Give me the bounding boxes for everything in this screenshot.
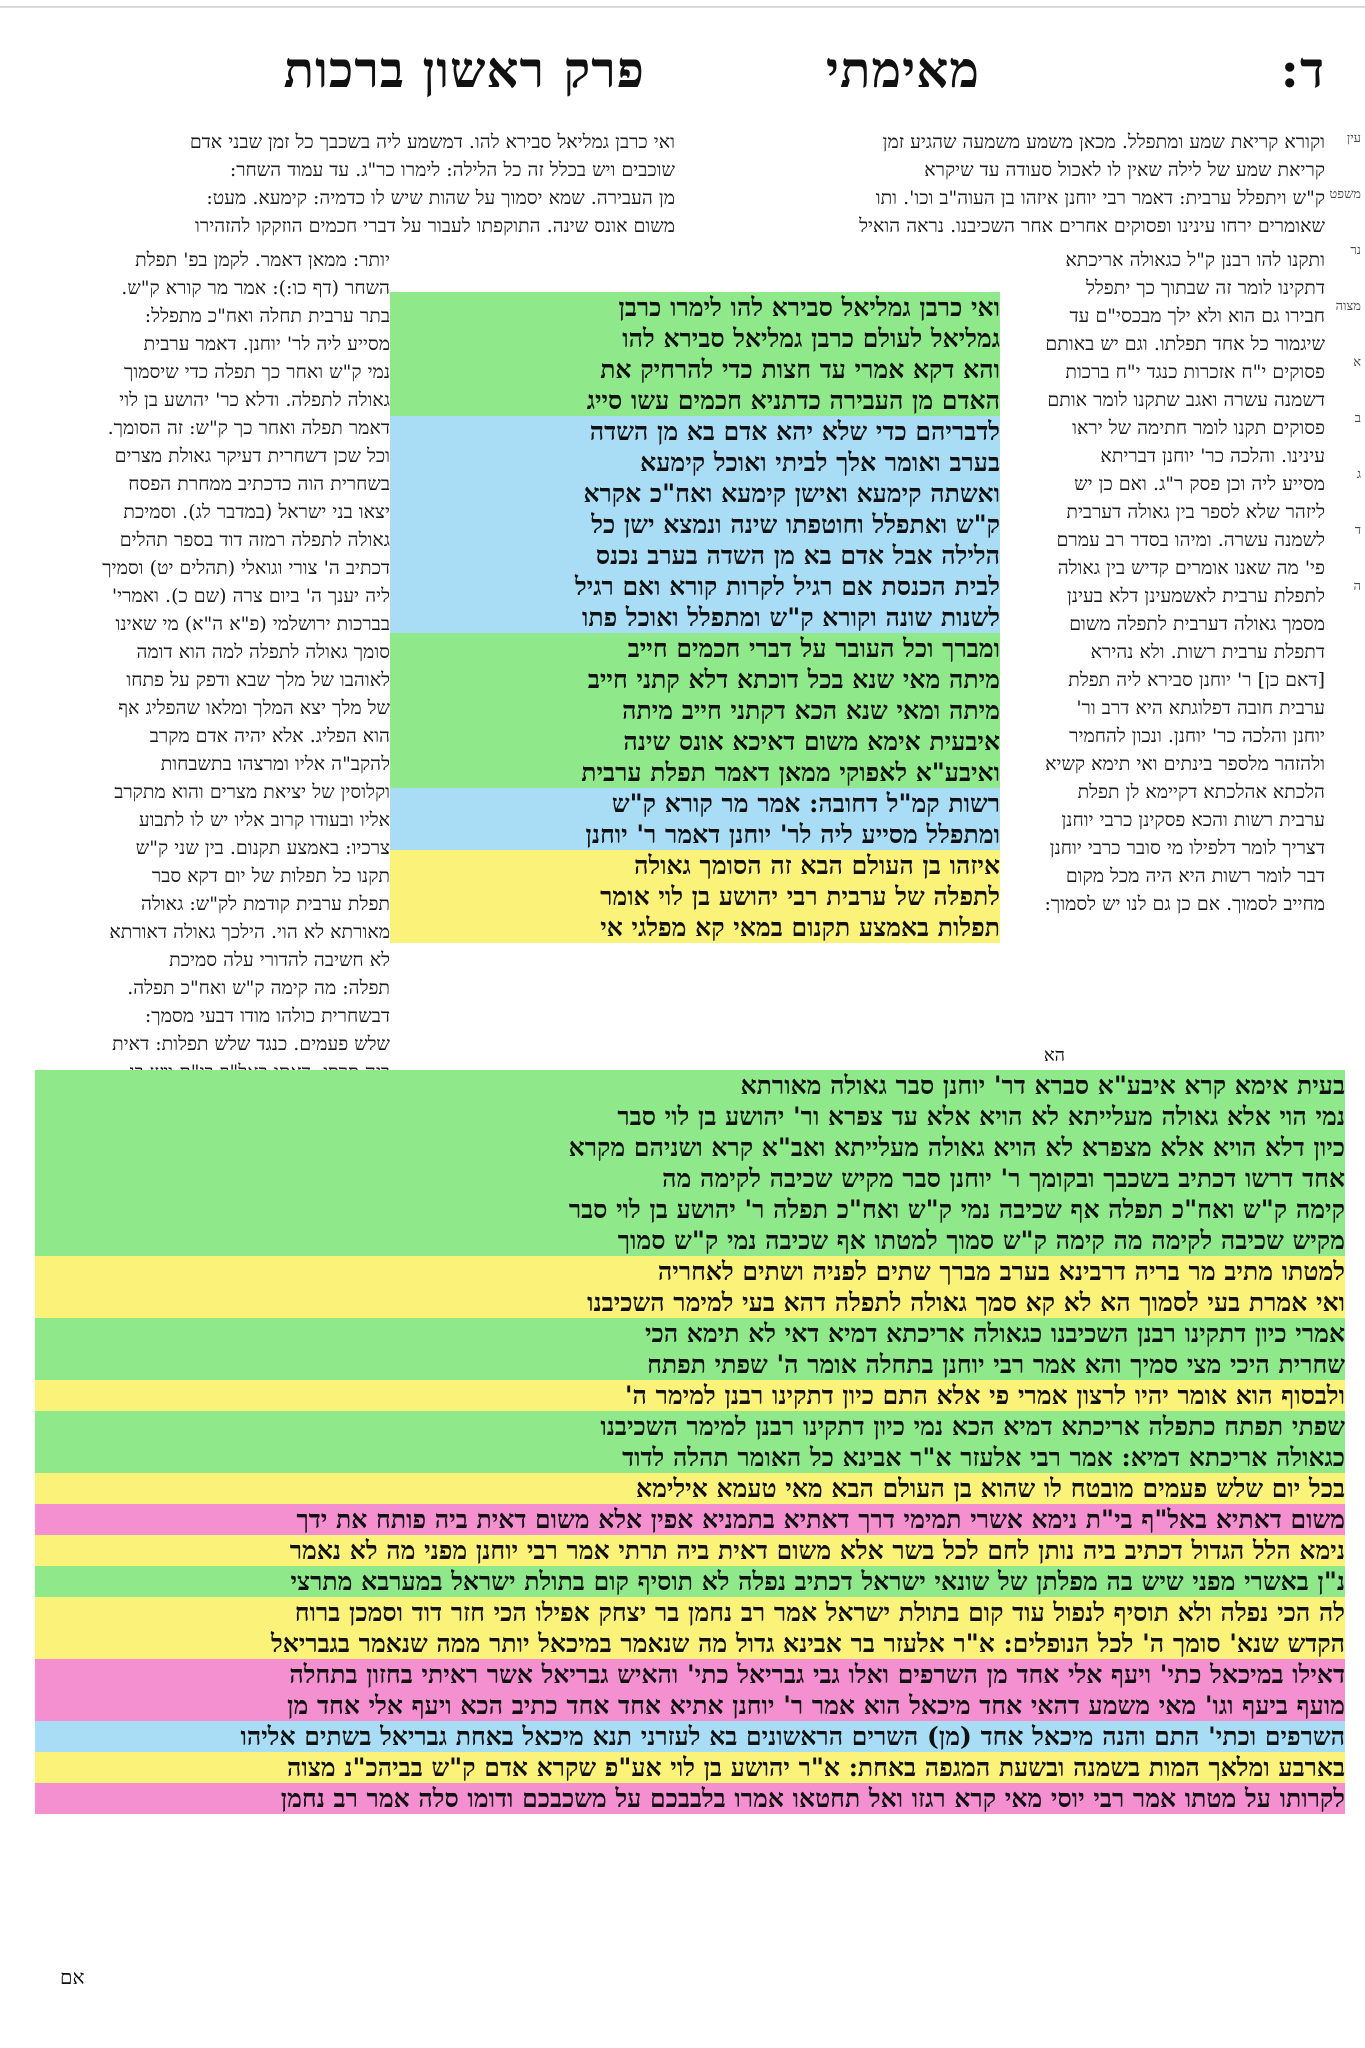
- gemara-line: דאילו במיכאל כתי' ויעף אלי אחד מן השרפים ואלו גבי גבריאל כתי' והאיש גבריאל אשר ראיתי בחזון בתחלה: [35, 1659, 1345, 1690]
- gemara-line: והא דקא אמרי עד חצות כדי להרחיק את: [390, 354, 1000, 385]
- gemara-line: קימה ק"ש ואח"כ תפלה אף שכיבה נמי ק"ש ואח"כ תפלה ר' יהושע בן לוי סבר: [35, 1194, 1345, 1225]
- tosafot-line: תפלה: מה קימה ק"ש ואח"כ תפלה.: [127, 977, 390, 999]
- tosafot-line: הוא הפליג. אלא יהיה אדם מקרב: [149, 725, 390, 747]
- tosafot-line: השחר (דף כו:): אמר מר קורא ק"ש.: [121, 277, 390, 299]
- gemara-line: כגאולה אריכתא דמיא: אמר רבי אלעזר א"ר אבינא כל האומר תהלה לדוד: [35, 1442, 1345, 1473]
- rashi-commentary: [1025, 246, 1325, 918]
- tosafot-line: תפלת ערבית קודמת לק"ש: גאולה: [140, 893, 390, 915]
- gemara-line: איזהו בן העולם הבא זה הסומך גאולה: [390, 850, 1000, 881]
- chapter-title: מאימתי: [825, 40, 980, 99]
- gemara-line: אמרי כיון דתקינו רבנן השכיבנו כגאולה אריכתא דמיא דאי לא תימא הכי: [35, 1318, 1345, 1349]
- gemara-line: לה הכי נפלה ולא תוסיף לנפול עוד קום בתולת ישראל אמר רב נחמן בר יצחק אפילו הכי חזר דוד וסמכן ברוח: [35, 1597, 1345, 1628]
- gemara-line: מיתה ומאי שנא הכא דקתני חייב מיתה: [390, 695, 1000, 726]
- margin-note: ה: [1353, 579, 1361, 594]
- gemara-line: מיתה מאי שנא בכל דוכתא דלא קתני חייב: [390, 664, 1000, 695]
- margin-note: נר: [1350, 243, 1361, 258]
- tosafot-line: מן העבירה. שמא יסמוך על שהות שיש לו כדמיה: קימעא. מעט:: [206, 187, 675, 209]
- gemara-line: בעית אימא קרא איבע"א סברא דר' יוחנן סבר גאולה מאורתא: [35, 1070, 1345, 1101]
- rashi-commentary-top: [675, 128, 1325, 240]
- gemara-line: ולבסוף הוא אומר יהיו לרצון אמרי פי אלא התם כיון דתקינו רבנן למימר ה': [35, 1380, 1345, 1411]
- rashi-line: חבירו גם הוא ולא ילך מבכסי"ם עד: [1069, 305, 1325, 327]
- rashi-line: פי' מה שאנו אומרים קדיש בין גאולה: [1057, 557, 1325, 579]
- gemara-line: רשות קמ"ל דחובה: אמר מר קורא ק"ש: [390, 788, 1000, 819]
- rashi-line: מסמך גאולה דערבית לתפלה משום: [1069, 613, 1325, 635]
- gemara-line: השרפים וכתי' התם והנה מיכאל אחד (מן) השרים הראשונים בא לעזרני תנא מיכאל באחת גבריאל בשתים אליהו: [35, 1721, 1345, 1752]
- margin-note: ב: [1354, 411, 1361, 426]
- rashi-line: וקורא קריאת שמע ומתפלל. מכאן משמע משמעה שהגיע זמן: [882, 131, 1325, 153]
- bottom-catchword: אם: [60, 1965, 85, 1989]
- tosafot-line: יותר: ממאן דאמר. לקמן בפ' תפלת: [135, 249, 390, 271]
- tosafot-line: דבשחרית כולהו מודו דבעי מסמך:: [144, 1005, 390, 1027]
- tosafot-line: גאולה לתפלה. ודלא כר' יהושע בן לוי: [119, 389, 390, 411]
- gemara-line: בערב ואומר אלך לביתי ואוכל קימעא: [390, 447, 1000, 478]
- rashi-line: ערבית רשות והכא פסקינן כרבי יוחנן: [1061, 809, 1325, 831]
- tosafot-line: בברכות ירושלמי (פ"א ה"א) מי שאינו: [115, 613, 390, 635]
- gemara-line: נמי הוי אלא גאולה מעלייתא לא הויא אלא עד צפרא ור' יהושע בן לוי סבר: [35, 1101, 1345, 1132]
- rashi-line: לשמנה עשרה. ומיהו בסדר רב עמרם: [1056, 529, 1325, 551]
- rashi-line: דתקינו לומר זה שבתוך כך יתפלל: [1086, 277, 1325, 299]
- tosafot-line: משום אונס שינה. התוקפתו לעבור על דברי חכמים הוזקקו להזהירו: [195, 215, 675, 237]
- gemara-line: אחד דרשו דכתיב בשכבך ובקומך ר' יוחנן סבר מקיש שכיבה לקימה מה: [35, 1163, 1345, 1194]
- rashi-line: ליזהר שלא לספר בין גאולה דערבית: [1066, 501, 1325, 523]
- rashi-line: דבר לומר רשות היא היה מכל מקום: [1065, 865, 1325, 887]
- rashi-line: ק"ש ויתפלל ערבית: דאמר רבי יוחנן איזהו בן העוה"ב וכו'. ותו: [875, 187, 1325, 209]
- gemara-line: שחרית היכי מצי סמיך והא אמר רבי יוחנן בתחלה אומר ה' שפתי תפתח: [35, 1349, 1345, 1380]
- rashi-line: שאומרים ירחו עינינו ופסוקים אחרים אחר השכיבנו. נראה הואיל: [859, 215, 1325, 237]
- gemara-line: לקרותו על מטתו אמר רבי יוסי מאי קרא רגזו ואל תחטאו אמרו בלבבכם על משכבכם ודומו סלה אמר רב נחמן: [35, 1783, 1345, 1814]
- rashi-line: ערבית חובה דפלוגתא היא דרב ור': [1076, 697, 1325, 719]
- tosafot-line: אליו ובעודו קרוב אליו יש לו לתבוע: [138, 809, 390, 831]
- rashi-line: דשמנה עשרה ואגב שתקנו לומר אותם: [1047, 389, 1325, 411]
- tosafot-line: צרכיו: באמצע תקנום. בין שני ק"ש: [135, 837, 390, 859]
- tosafot-line: וכל שכן דשחרית דעיקר גאולת מצרים: [114, 445, 390, 467]
- margin-note: עין: [1346, 131, 1361, 146]
- perek-label: פרק ראשון: [422, 40, 645, 99]
- tosafot-line: וקלוסין של יציאת מצרים והוא מתקרב: [114, 781, 390, 803]
- gemara-line: האדם מן העבירה כדתניא חכמים עשו סייג: [390, 385, 1000, 416]
- rashi-line: ולהזהר מלספר בינתים ואי תימא קשיא: [1045, 753, 1325, 775]
- rashi-line: פסוקים י"ח אזכרות כנגד י"ח ברכות: [1065, 361, 1325, 383]
- gemara-line: ואשתה קימעא ואישן קימעא ואח"כ אקרא: [390, 478, 1000, 509]
- tosafot-line: תקנו כל תפלות של יום דקא סבר: [151, 865, 390, 887]
- gemara-line: לדבריהם כדי שלא יהא אדם בא מן השדה: [390, 416, 1000, 447]
- gemara-line: כיון דלא הויא אלא מצפרא לא הויא גאולה מעלייתא ואב"א קרא ושניהם מקרא: [35, 1132, 1345, 1163]
- gemara-line: גמליאל לעולם כרבן גמליאל סבירא להו: [390, 323, 1000, 354]
- gemara-line: למטתו מתיב מר בריה דרבינא בערב מברך שתים לפניה ושתים לאחריה: [35, 1256, 1345, 1287]
- tosafot-line: לא חשיבה להדורי עלה סמיכת: [169, 949, 390, 971]
- rashi-line: מחייב לסמוך. אם כן גם לנו יש לסמוך:: [1044, 893, 1325, 915]
- gemara-line: ומתפלל מסייע ליה לר' יוחנן דאמר ר' יוחנן: [390, 819, 1000, 850]
- rashi-line: שיגמור כל אחד תפלתו. וגם יש באותם: [1045, 333, 1325, 355]
- gemara-line: שפתי תפתח כתפלה אריכתא דמיא הכא נמי כיון דתקינו רבנן למימר השכיבנו: [35, 1411, 1345, 1442]
- margin-note: א: [1353, 355, 1361, 370]
- gemara-line: ואי כרבן גמליאל סבירא להו לימרו כרבן: [390, 292, 1000, 323]
- margin-note: ד: [1354, 523, 1361, 538]
- margin-note: מצוה: [1335, 299, 1361, 314]
- tosafot-line: מסייע ליה לר' יוחנן. דאמר ערבית: [143, 333, 390, 355]
- catchword: הא: [1043, 1045, 1065, 1066]
- gemara-line: לתפלה של ערבית רבי יהושע בן לוי אומר: [390, 881, 1000, 912]
- tosafot-line: של מלך יצא המלך ומלאו שהפליג אף: [118, 697, 390, 719]
- gemara-line: איבעית אימא משום דאיכא אונס שינה: [390, 726, 1000, 757]
- rashi-line: [דאם כן] ר' יוחנן סבירא ליה תפלת: [1068, 669, 1325, 691]
- page-header: [0, 40, 1365, 120]
- rashi-line: דתפלת ערבית רשות. ולא נהירא: [1090, 641, 1325, 663]
- rashi-line: עינינו. והלכה כר' יוחנן דבריתא: [1100, 445, 1325, 467]
- tractate-name: ברכות: [283, 40, 405, 99]
- gemara-line: ומברך וכל העובר על דברי חכמים חייב: [390, 633, 1000, 664]
- gemara-line: לשנות שונה וקורא ק"ש ומתפלל ואוכל פתו: [390, 602, 1000, 633]
- gemara-line: ואי אמרת בעי לסמוך הא לא קא סמך גאולה לתפלה דהא בעי למימר השכיבנו: [35, 1287, 1345, 1318]
- gemara-line: נ"ן באשרי מפני שיש בה מפלתן של שונאי ישראל דכתיב נפלה לא תוסיף קום בתולת ישראל במערבא מתרצי: [35, 1566, 1345, 1597]
- gemara-line: מועף ביעף וגו' מאי משמע דהאי אחד מיכאל הוא אמר ר' יוחנן אתיא אחד אחד כתיב הכא ויעף אלי אחד מן: [35, 1690, 1345, 1721]
- tosafot-line: גאולה לתפלה רמזה דוד בספר תהלים: [119, 529, 390, 551]
- tosafot-line: מאורתא לא הוי. הילכך גאולה דאורתא: [109, 921, 390, 943]
- tosafot-line: יצאו בני ישראל (במדבר לג). וסמיכת: [123, 501, 390, 523]
- rashi-line: פסוקים תקנו לומר חתימה של יראו: [1072, 417, 1325, 439]
- gemara-wide-text: [35, 1070, 1345, 1814]
- rashi-line: מסייע ליה וכן פסק ר"ג. ואם כן יש: [1074, 473, 1325, 495]
- gemara-line: לבית הכנסת אם רגיל לקרות קורא ואם רגיל: [390, 571, 1000, 602]
- tosafot-line: להקב"ה אליו ומרצהו בתשבחות: [160, 753, 390, 775]
- tosafot-line: שוכבים ויש בכלל זה כל הלילה: לימרו כר"ג. עד עמוד השחר:: [229, 159, 675, 181]
- rashi-line: קריאת שמע של לילה שאין לו לאכול סעודה עד שיקרא: [924, 159, 1325, 181]
- gemara-line: ואיבע"א לאפוקי ממאן דאמר תפלת ערבית: [390, 757, 1000, 788]
- margin-note: ג: [1356, 467, 1361, 482]
- tosafot-line: בשחרית הוה כדכתיב ממחרת הפסח: [128, 473, 390, 495]
- gemara-main-text: [390, 292, 1000, 943]
- tosafot-line: דכתיב ה' צורי וגואלי (תהלים יט) וסמיך: [102, 557, 390, 579]
- tosafot-line: נמי ק"ש ואחר כך תפלה כדי שיסמוך: [124, 361, 390, 383]
- tosafot-line: סומך גאולה לתפלה למה הוא דומה: [136, 641, 390, 663]
- gemara-line: מקיש שכיבה לקימה מה קימה ק"ש סמוך למטתו אף שכיבה נמי ק"ש סמוך: [35, 1225, 1345, 1256]
- rashi-line: ותקנו להו רבנן ק"ל כגאולה אריכתא: [1065, 249, 1325, 271]
- gemara-line: הלילה אבל אדם בא מן השדה בערב נכנס: [390, 540, 1000, 571]
- rashi-line: הלכתא אהלכתא דקיימא לן תפלת: [1077, 781, 1325, 803]
- tosafot-line: ואי כרבן גמליאל סבירא להו. דמשמע ליה בשכבך כל זמן שבני אדם: [189, 131, 675, 153]
- margin-note: משפט: [1329, 187, 1361, 202]
- gemara-line: בארבע ומלאך המות בשמנה ובשעת המגפה באחת: א"ר יהושע בן לוי אע"פ שקרא אדם ק"ש בביהכ"נ מצוה: [35, 1752, 1345, 1783]
- gemara-line: תפלות באמצע תקנום במאי קא מפלגי אי: [390, 912, 1000, 943]
- tosafot-line: שלש פעמים. כנגד שלש תפלות: דאית: [112, 1033, 390, 1055]
- tosafot-line: ליה יענך ה' ביום צרה (שם כ). ואמרי': [111, 585, 390, 607]
- rashi-line: דצריך לומר דלפילו מי סובר כרבי יוחנן: [1049, 837, 1325, 859]
- tosafot-line: דאמר תפלה ואחר כך ק"ש: זה הסומך.: [107, 417, 390, 439]
- rashi-line: יוחנן והלכה כר' יוחנן. ונכון להחמיר: [1069, 725, 1325, 747]
- rashi-line: לתפלת ערבית לאשמעינן דלא בעינן: [1067, 585, 1325, 607]
- daf-number: ד:: [1280, 40, 1325, 99]
- tosafot-line: בתר ערבית תחלה ואח"כ מתפלל:: [144, 305, 390, 327]
- tosafot-line: לאוהבו של מלך שבא ודפק על פתחו: [126, 669, 390, 691]
- gemara-line: ק"ש ואתפלל וחוטפתו שינה ונמצא ישן כל: [390, 509, 1000, 540]
- gemara-line: משום דאתיא באל"ף בי"ת נימא אשרי תמימי דרך דאתיא בתמניא אפין אלא משום דאית ביה פותח את ידך: [35, 1504, 1345, 1535]
- gemara-line: נימא הלל הגדול דכתיב ביה נותן לחם לכל בשר אלא משום דאית ביה תרתי אמר רבי יוחנן מפני מה לא נאמר: [35, 1535, 1345, 1566]
- margin-notes: [1329, 130, 1361, 634]
- top-edge-divider: [0, 6, 1365, 8]
- gemara-line: הקדש שנא' סומך ה' לכל הנופלים: א"ר אלעזר בר אבינא גדול מה שנאמר במיכאל יותר ממה שנאמר בגבריאל: [35, 1628, 1345, 1659]
- gemara-line: בכל יום שלש פעמים מובטח לו שהוא בן העולם הבא מאי טעמא אילימא: [35, 1473, 1345, 1504]
- tosafot-commentary-top: [20, 128, 675, 240]
